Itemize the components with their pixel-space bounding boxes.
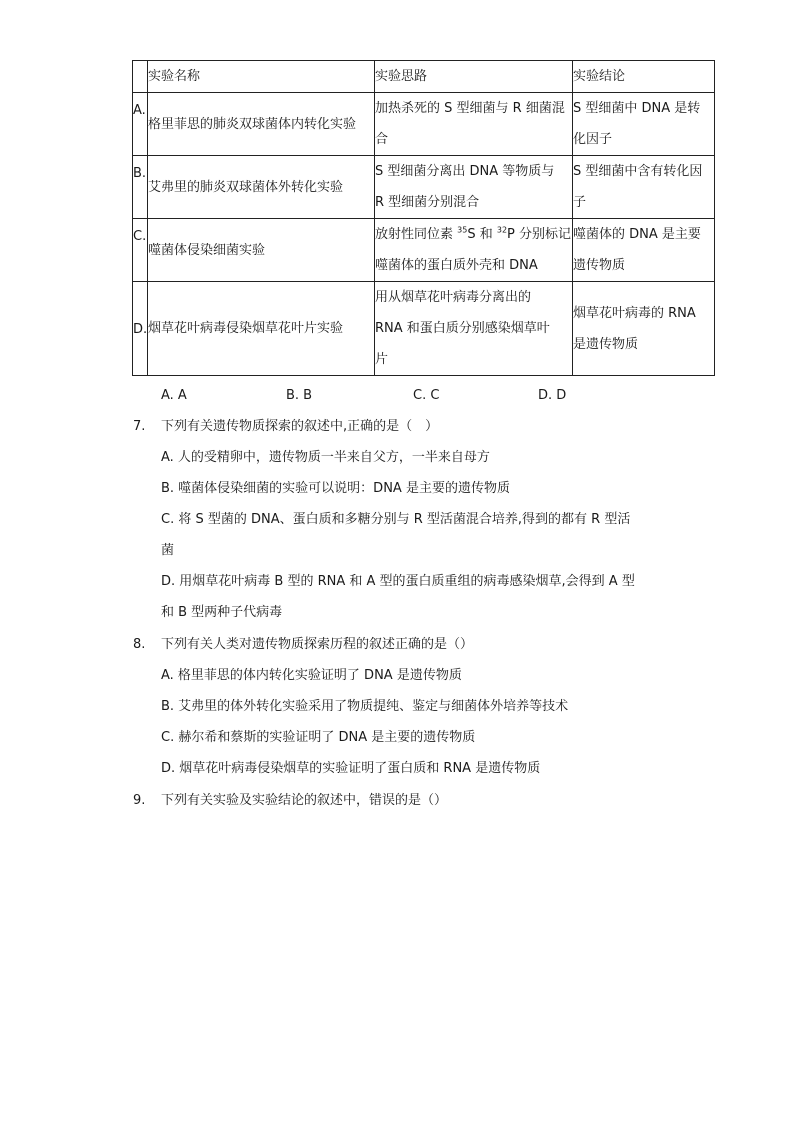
- experiment-table: [132, 60, 715, 376]
- choice-d: D. D: [538, 388, 567, 403]
- table-row: [133, 219, 715, 282]
- option-d-continued: 和 B 型两种子代病毒: [161, 605, 283, 620]
- question-stem: 下列有关实验及实验结论的叙述中，错误的是（）: [161, 793, 448, 808]
- table-header-row: [133, 61, 715, 93]
- question-number: 7.: [133, 419, 146, 434]
- question-number: 8.: [133, 637, 146, 652]
- row-letter: A.: [133, 93, 148, 156]
- row-experiment-name: 噬菌体侵染细菌实验: [148, 219, 375, 282]
- header-experiment-idea: 实验思路: [375, 61, 573, 93]
- q6-answer-choices: [161, 386, 721, 406]
- choice-a: A. A: [161, 388, 187, 403]
- option-c: C. 将 S 型菌的 DNA、蛋白质和多糖分别与 R 型活菌混合培养,得到的都有 R 型活: [161, 512, 631, 527]
- row-experiment-idea: 加热杀死的 S 型细菌与 R 细菌混 合: [375, 93, 573, 156]
- row-experiment-conclusion: S 型细菌中含有转化因 子: [573, 156, 715, 219]
- row-letter: D.: [133, 282, 148, 376]
- option-b: B. 噬菌体侵染细菌的实验可以说明：DNA 是主要的遗传物质: [161, 481, 510, 496]
- row-experiment-name: 烟草花叶病毒侵染烟草花叶片实验: [148, 282, 375, 376]
- header-blank-cell: [133, 61, 148, 93]
- option-c-continued: 菌: [161, 543, 175, 558]
- row-letter: C.: [133, 219, 148, 282]
- table-row: [133, 282, 715, 376]
- question-number: 9.: [133, 793, 146, 808]
- option-c: C. 赫尔希和蔡斯的实验证明了 DNA 是主要的遗传物质: [161, 730, 476, 745]
- header-experiment-name: 实验名称: [148, 61, 375, 93]
- row-experiment-name: 艾弗里的肺炎双球菌体外转化实验: [148, 156, 375, 219]
- row-experiment-conclusion: 噬菌体的 DNA 是主要 遗传物质: [573, 219, 715, 282]
- option-b: B. 艾弗里的体外转化实验采用了物质提纯、鉴定与细菌体外培养等技术: [161, 699, 569, 714]
- choice-b: B. B: [286, 388, 313, 403]
- table-row: [133, 93, 715, 156]
- row-experiment-conclusion: S 型细菌中 DNA 是转 化因子: [573, 93, 715, 156]
- option-a: A. 格里菲思的体内转化实验证明了 DNA 是遗传物质: [161, 668, 462, 683]
- option-d: D. 用烟草花叶病毒 B 型的 RNA 和 A 型的蛋白质重组的病毒感染烟草,会得到 A 型: [161, 574, 635, 589]
- header-experiment-conclusion: 实验结论: [573, 61, 715, 93]
- option-d: D. 烟草花叶病毒侵染烟草的实验证明了蛋白质和 RNA 是遗传物质: [161, 761, 541, 776]
- option-a: A. 人的受精卵中，遗传物质一半来自父方，一半来自母方: [161, 450, 490, 465]
- row-experiment-idea: S 型细菌分离出 DNA 等物质与 R 型细菌分别混合: [375, 156, 573, 219]
- row-experiment-conclusion: 烟草花叶病毒的 RNA 是遗传物质: [573, 282, 715, 376]
- choice-c: C. C: [413, 388, 440, 403]
- row-experiment-name: 格里菲思的肺炎双球菌体内转化实验: [148, 93, 375, 156]
- question-stem: 下列有关人类对遗传物质探索历程的叙述正确的是（）: [161, 637, 474, 652]
- question-stem: 下列有关遗传物质探索的叙述中,正确的是（ ）: [161, 419, 439, 434]
- row-experiment-idea: 放射性同位素 $^{35}$S 和 $^{32}$P 分别标记 噬菌体的蛋白质外壳和 DNA: [375, 219, 573, 282]
- table-row: [133, 156, 715, 219]
- row-letter: B.: [133, 156, 148, 219]
- row-experiment-idea: 用从烟草花叶病毒分离出的 RNA 和蛋白质分别感染烟草叶 片: [375, 282, 573, 376]
